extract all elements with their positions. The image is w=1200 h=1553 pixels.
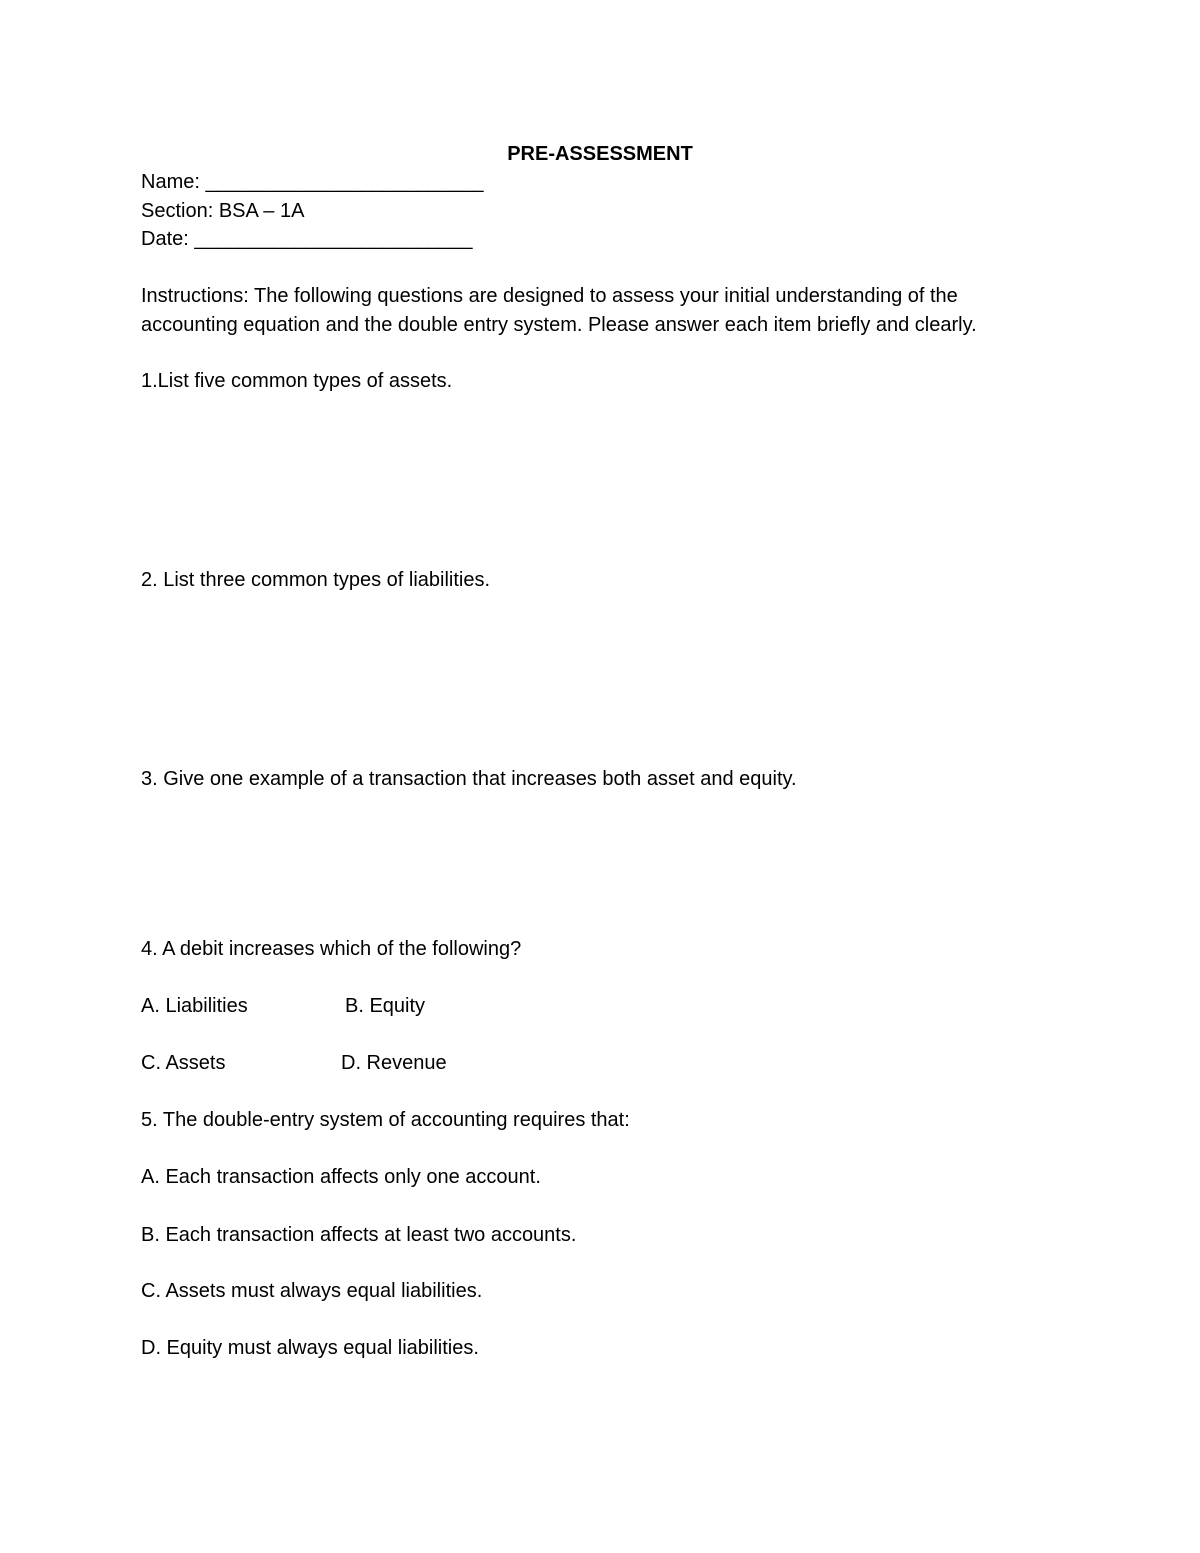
question-4-choice-b: B. Equity [345,995,426,1017]
section-line: Section: BSA – 1A [141,200,305,222]
page-title: PRE-ASSESSMENT [507,143,693,165]
instructions-line-2: accounting equation and the double entry system. Please answer each item briefly and clearly. [141,314,977,336]
instructions-line-1: Instructions: The following questions are designed to assess your initial understanding of the [141,285,958,307]
question-4-choice-c: C. Assets [141,1052,226,1074]
question-5-choice-b: B. Each transaction affects at least two accounts. [141,1224,577,1246]
question-5-choice-a: A. Each transaction affects only one account. [141,1166,541,1188]
question-4: 4. A debit increases which of the following? [141,938,522,960]
question-5: 5. The double-entry system of accounting requires that: [141,1109,630,1131]
question-5-choice-d: D. Equity must always equal liabilities. [141,1337,479,1359]
name-field-line: Name: _________________________ [141,171,484,193]
question-5-choice-c: C. Assets must always equal liabilities. [141,1280,483,1302]
question-3: 3. Give one example of a transaction that increases both asset and equity. [141,768,797,790]
question-4-choice-d: D. Revenue [341,1052,447,1074]
question-2: 2. List three common types of liabilities. [141,569,491,591]
question-1: 1.List five common types of assets. [141,370,453,392]
date-field-line: Date: _________________________ [141,228,473,250]
question-4-choice-a: A. Liabilities [141,995,248,1017]
